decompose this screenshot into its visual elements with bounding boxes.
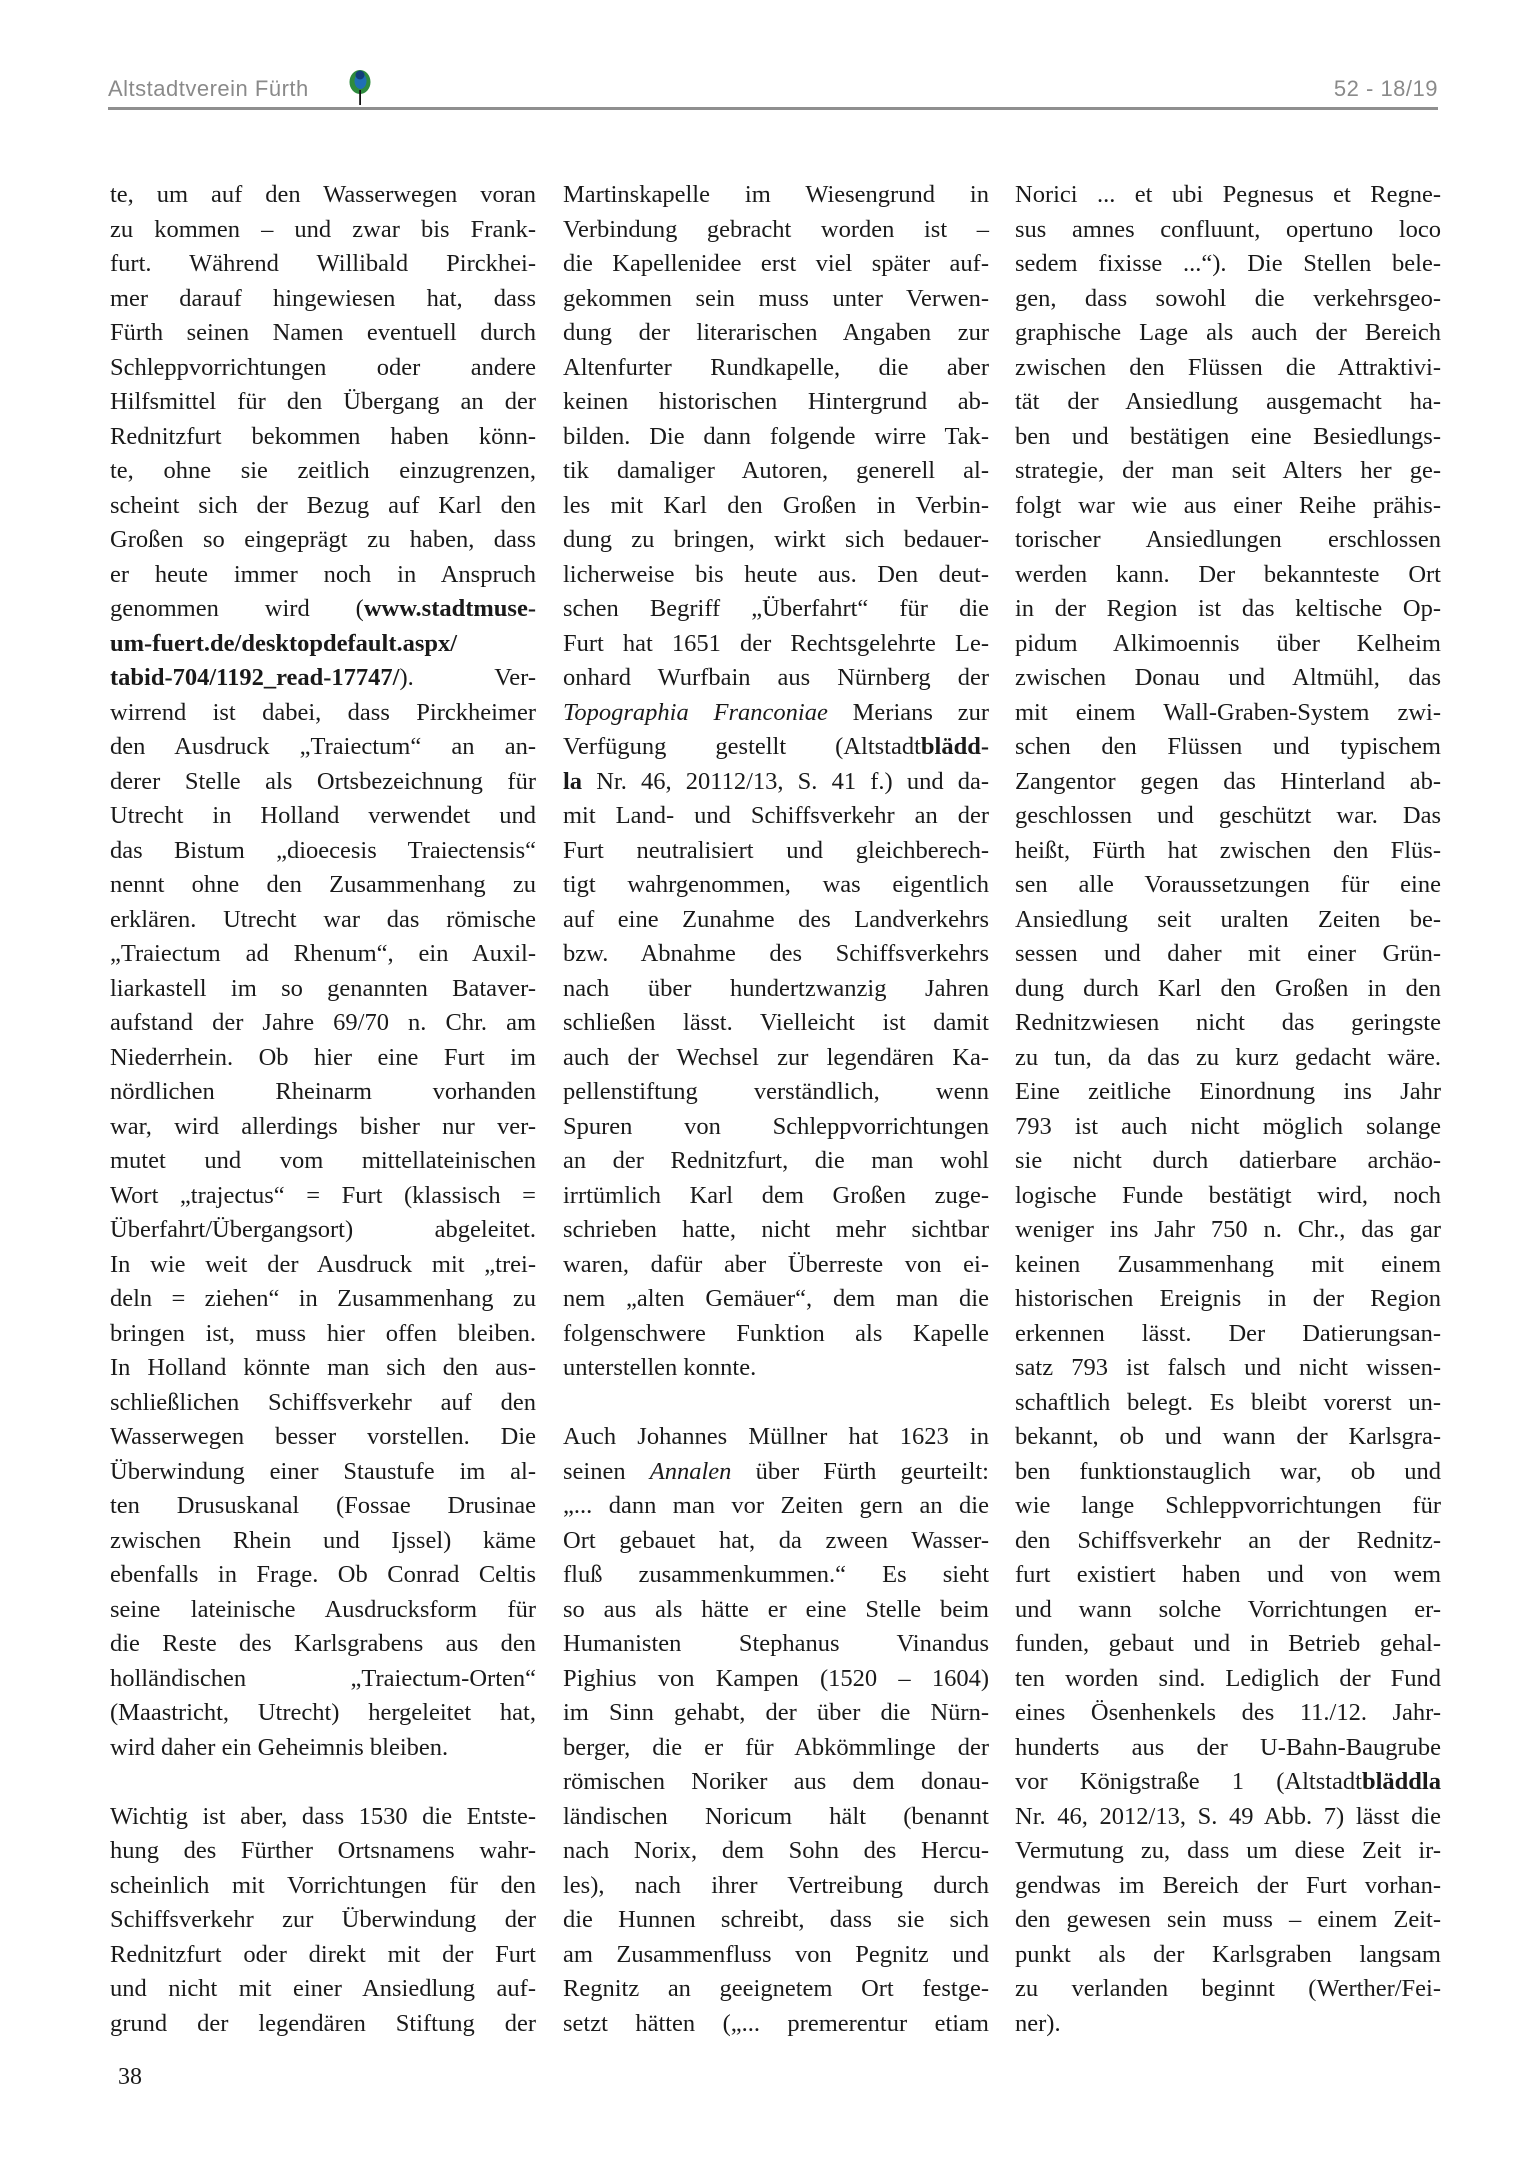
text-column-1 (110, 178, 536, 2041)
text-line: hunderts aus der U-Bahn-Baugrube (1015, 1733, 1441, 1761)
publisher-name: Altstadtverein Fürth (108, 76, 309, 101)
text-line: satz 793 ist falsch und nicht wissen- (1015, 1354, 1441, 1381)
text-line: Martinskapelle im Wiesengrund in (563, 181, 989, 208)
text-line: folgenschwere Funktion als Kapelle (563, 1319, 989, 1347)
text-line: ner). (1015, 2009, 1061, 2037)
text-line: Wort „trajectus“ = Furt (klassisch = (110, 1181, 536, 1209)
text-line: ben funktionstauglich war, ob und (1015, 1457, 1441, 1485)
text-line: furt existiert haben und von wem (1015, 1561, 1441, 1588)
text-line: schließen lässt. Vielleicht ist damit (563, 1009, 989, 1036)
text-line: bekannt, ob und wann der Karlsgra- (1015, 1423, 1441, 1450)
text-line: In Holland könnte man sich den aus- (110, 1354, 536, 1381)
text-line: punkt als der Karlsgraben langsam (1015, 1940, 1441, 1968)
text-line: dung durch Karl den Großen in den (1015, 974, 1441, 1002)
text-line: tigt wahrgenommen, was eigentlich (563, 871, 989, 898)
text-line: auch der Wechsel zur legendären Ka- (563, 1043, 989, 1071)
text-line: pellenstiftung verständlich, wenn (563, 1078, 989, 1105)
text-line: Hilfsmittel für den Übergang an der (110, 388, 536, 415)
text-line: keinen historischen Hintergrund ab- (563, 388, 989, 415)
text-line: weniger ins Jahr 750 n. Chr., das gar (1015, 1216, 1441, 1243)
text-line: die Hunnen schreibt, dass sie sich (563, 1906, 989, 1933)
text-line: pidum Alkimoennis über Kelheim (1015, 629, 1441, 657)
text-line: liarkastell im so genannten Bataver- (110, 974, 536, 1002)
text-line: Überwindung einer Staustufe im al- (110, 1457, 536, 1485)
paragraph (563, 1420, 989, 2041)
text-line: nördlichen Rheinarm vorhanden (110, 1078, 536, 1105)
text-line: nennt ohne den Zusammenhang zu (110, 871, 536, 898)
text-line: Vermutung zu, dass um diese Zeit ir- (1015, 1837, 1441, 1864)
text-line: heißt, Fürth hat zwischen den Flüs- (1015, 836, 1441, 864)
text-line: Rednitzfurt bekommen haben könn- (110, 422, 536, 450)
text-line: fluß zusammenkummen.“ Es sieht (563, 1561, 989, 1588)
text-line: logische Funde bestätigt wird, noch (1015, 1181, 1441, 1209)
text-line: grund der legendären Stiftung der (110, 2009, 536, 2037)
text-line: zu verlanden beginnt (Werther/Fei- (1015, 1975, 1441, 2002)
text-line: Fürth seinen Namen eventuell durch (110, 319, 536, 346)
text-line: Ansiedlung seit uralten Zeiten be- (1015, 905, 1441, 933)
text-line: bilden. Die dann folgende wirre Tak- (563, 422, 989, 450)
text-line: folgt war wie aus einer Reihe prähis- (1015, 491, 1441, 519)
page-number: 38 (118, 2064, 142, 2090)
text-line: wird daher ein Geheimnis bleiben. (110, 1733, 449, 1761)
text-line: Schleppvorrichtungen oder andere (110, 353, 536, 381)
text-line: ländischen Noricum hält (benannt (563, 1802, 989, 1830)
text-line: holländischen „Traiectum-Orten“ (110, 1664, 536, 1692)
text-line: „Traiectum ad Rhenum“, ein Auxil- (110, 940, 536, 967)
page-header (108, 72, 1438, 112)
text-line: zu tun, da das zu kurz gedacht wäre. (1015, 1043, 1441, 1071)
text-line: Verbindung gebracht worden ist – (563, 215, 989, 243)
text-line: schaftlich belegt. Es bleibt vorerst un- (1015, 1388, 1441, 1416)
text-line: ebenfalls in Frage. Ob Conrad Celtis (110, 1561, 536, 1588)
text-line: furt. Während Willibald Pirckhei- (110, 250, 536, 277)
header-rule (108, 107, 1438, 110)
text-line: berger, die er für Abkömmlinge der (563, 1733, 989, 1761)
text-line: schen Begriff „Überfahrt“ für die (563, 595, 989, 622)
text-line: Verfügung gestellt (Altstadtblädd- (563, 733, 989, 760)
text-line: Topographia Franconiae Merians zur (563, 698, 989, 726)
text-line: hung des Fürther Ortsnamens wahr- (110, 1837, 536, 1864)
text-line: 793 ist auch nicht möglich solange (1015, 1112, 1441, 1140)
text-line: Großen so eingeprägt zu haben, dass (110, 526, 536, 553)
text-line: die Reste des Karlsgrabens aus den (110, 1630, 536, 1657)
text-line: Altenfurter Rundkapelle, die aber (563, 353, 989, 381)
text-line: Wasserwegen besser vorstellen. Die (110, 1423, 536, 1450)
text-line: zwischen Donau und Altmühl, das (1015, 664, 1441, 691)
text-line: Schiffsverkehr zur Überwindung der (110, 1906, 536, 1933)
text-line: nach Norix, dem Sohn des Hercu- (563, 1837, 989, 1864)
text-line: aufstand der Jahre 69/70 n. Chr. am (110, 1009, 536, 1036)
text-line: das Bistum „dioecesis Traiectensis“ (110, 836, 536, 864)
text-line: te, ohne sie zeitlich einzugrenzen, (110, 457, 536, 484)
text-line: sus amnes confluunt, opertuno loco (1015, 215, 1441, 243)
text-line: er heute immer noch in Anspruch (110, 560, 536, 588)
tree-logo-icon (348, 70, 372, 106)
text-line: tabid-704/1192_read-17747/). Ver- (110, 664, 536, 691)
text-line: Eine zeitliche Einordnung ins Jahr (1015, 1078, 1441, 1105)
text-column-2 (563, 178, 989, 2041)
text-line: bzw. Abnahme des Schiffsverkehrs (563, 940, 989, 967)
text-line: seinen Annalen über Fürth geurteilt: (563, 1457, 989, 1485)
text-line: setzt hätten („... premerentur etiam (563, 2009, 989, 2037)
text-line: deln = ziehen“ in Zusammenhang zu (110, 1285, 536, 1312)
text-line: so aus als hätte er eine Stelle beim (563, 1595, 989, 1623)
text-line: gekommen sein muss unter Verwen- (563, 284, 989, 312)
text-line: dung der literarischen Angaben zur (563, 319, 989, 346)
text-line: te, um auf den Wasserwegen voran (110, 181, 536, 208)
text-line: ten worden sind. Lediglich der Fund (1015, 1664, 1441, 1692)
text-line: Rednitzwiesen nicht das geringste (1015, 1009, 1441, 1036)
text-line: seine lateinische Ausdrucksform für (110, 1595, 536, 1623)
text-line: ben und bestätigen eine Besiedlungs- (1015, 422, 1441, 450)
text-line: sessen und daher mit einer Grün- (1015, 940, 1441, 967)
text-line: und nicht mit einer Ansiedlung auf- (110, 1975, 536, 2002)
text-line: zwischen Rhein und Ijssel) käme (110, 1526, 536, 1554)
text-line: ten Drususkanal (Fossae Drusinae (110, 1492, 536, 1519)
text-line: sen alle Voraussetzungen für eine (1015, 871, 1441, 898)
text-line: vor Königstraße 1 (Altstadtbläddla (1015, 1768, 1441, 1795)
text-line: und wann solche Vorrichtungen er- (1015, 1595, 1441, 1623)
text-line: um-fuert.de/desktopdefault.aspx/ (110, 629, 458, 657)
text-line: Furt hat 1651 der Rechtsgelehrte Le- (563, 629, 989, 657)
text-line: wirrend ist dabei, dass Pirckheimer (110, 698, 536, 726)
text-line: Zangentor gegen das Hinterland ab- (1015, 767, 1441, 795)
text-line: Auch Johannes Müllner hat 1623 in (563, 1423, 989, 1450)
text-line: scheinlich mit Vorrichtungen für den (110, 1871, 536, 1899)
text-line: gen, dass sowohl die verkehrsgeo- (1015, 284, 1441, 312)
text-line: Nr. 46, 2012/13, S. 49 Abb. 7) lässt die (1015, 1802, 1441, 1830)
text-line: les mit Karl den Großen in Verbin- (563, 491, 989, 519)
text-line: historischen Ereignis in der Region (1015, 1285, 1441, 1312)
text-line: in der Region ist das keltische Op- (1015, 595, 1441, 622)
text-line: derer Stelle als Ortsbezeichnung für (110, 767, 536, 795)
text-line: tik damaliger Autoren, generell al- (563, 457, 989, 484)
text-line: tät der Ansiedlung ausgemacht ha- (1015, 388, 1441, 415)
text-line: irrtümlich Karl dem Großen zuge- (563, 1181, 989, 1209)
text-line: auf eine Zunahme des Landverkehrs (563, 905, 989, 933)
text-line: an der Rednitzfurt, die man wohl (563, 1147, 989, 1174)
text-line: mutet und vom mittellateinischen (110, 1147, 536, 1174)
text-line: schen den Flüssen und typischem (1015, 733, 1441, 760)
text-line: den Schiffsverkehr an der Rednitz- (1015, 1526, 1441, 1554)
text-line: graphische Lage als auch der Bereich (1015, 319, 1441, 346)
text-line: Norici ... et ubi Pegnesus et Regne- (1015, 181, 1441, 208)
text-line: werden kann. Der bekannteste Ort (1015, 560, 1441, 588)
text-line: In wie weit der Ausdruck mit „trei- (110, 1250, 536, 1278)
text-line: nem „alten Gemäuer“, dem man die (563, 1285, 989, 1312)
text-line: eines Ösenhenkels des 11./12. Jahr- (1015, 1699, 1441, 1726)
text-line: sie nicht durch datierbare archäo- (1015, 1147, 1441, 1174)
text-line: schließlichen Schiffsverkehr auf den (110, 1388, 536, 1416)
text-line: Furt neutralisiert und gleichberech- (563, 836, 989, 864)
paragraph (563, 178, 989, 1386)
text-line: am Zusammenfluss von Pegnitz und (563, 1940, 989, 1968)
text-line: erkennen lässt. Der Datierungsan- (1015, 1319, 1441, 1347)
issue-number: 52 - 18/19 (1333, 76, 1438, 101)
text-line: waren, dafür aber Überreste von ei- (563, 1250, 989, 1278)
text-line: sedem fixisse ...“). Die Stellen bele- (1015, 250, 1441, 277)
text-line: im Sinn gehabt, der über die Nürn- (563, 1699, 989, 1726)
paragraph (110, 178, 536, 1765)
text-line: Spuren von Schleppvorrichtungen (563, 1112, 989, 1140)
paragraph (1015, 178, 1441, 2041)
text-line: la Nr. 46, 20112/13, S. 41 f.) und da- (563, 767, 989, 795)
text-line: unterstellen konnte. (563, 1354, 757, 1381)
text-line: keinen Zusammenhang mit einem (1015, 1250, 1441, 1278)
paragraph (110, 1800, 536, 2042)
text-column-3 (1015, 178, 1441, 2041)
text-line: bringen ist, muss hier offen bleiben. (110, 1319, 536, 1347)
text-line: Niederrhein. Ob hier eine Furt im (110, 1043, 536, 1071)
text-line: mer darauf hingewiesen hat, dass (110, 284, 536, 312)
text-line: genommen wird (www.stadtmuse- (110, 595, 536, 622)
text-line: Regnitz an geeignetem Ort festge- (563, 1975, 989, 2002)
text-line: geschlossen und geschützt war. Das (1015, 802, 1441, 829)
text-line: Utrecht in Holland verwendet und (110, 802, 536, 829)
text-line: erklären. Utrecht war das römische (110, 905, 536, 933)
text-line: Überfahrt/Übergangsort) abgeleitet. (110, 1216, 536, 1243)
text-line: onhard Wurfbain aus Nürnberg der (563, 664, 989, 691)
text-line: funden, gebaut und in Betrieb gehal- (1015, 1630, 1441, 1657)
text-line: die Kapellenidee erst viel später auf- (563, 250, 989, 277)
text-line: dung zu bringen, wirkt sich bedauer- (563, 526, 989, 553)
text-line: wie lange Schleppvorrichtungen für (1015, 1492, 1441, 1519)
text-line: scheint sich der Bezug auf Karl den (110, 491, 536, 519)
text-line: schrieben hatte, nicht mehr sichtbar (563, 1216, 989, 1243)
text-line: mit einem Wall-Graben-System zwi- (1015, 698, 1441, 726)
text-line: zu kommen – und zwar bis Frank- (110, 215, 536, 243)
text-line: Rednitzfurt oder direkt mit der Furt (110, 1940, 536, 1968)
text-line: römischen Noriker aus dem donau- (563, 1768, 989, 1795)
text-line: Ort gebauet hat, da zween Wasser- (563, 1526, 989, 1554)
text-line: licherweise bis heute aus. Den deut- (563, 560, 989, 588)
text-line: „... dann man vor Zeiten gern an die (563, 1492, 989, 1519)
text-line: (Maastricht, Utrecht) hergeleitet hat, (110, 1699, 536, 1726)
text-line: strategie, der man seit Alters her ge- (1015, 457, 1441, 484)
text-line: den Ausdruck „Traiectum“ an an- (110, 733, 536, 760)
text-line: mit Land- und Schiffsverkehr an der (563, 802, 989, 829)
text-line: zwischen den Flüssen die Attraktivi- (1015, 353, 1441, 381)
text-line: gendwas im Bereich der Furt vorhan- (1015, 1871, 1441, 1899)
text-line: Pighius von Kampen (1520 – 1604) (563, 1664, 989, 1692)
text-line: nach über hundertzwanzig Jahren (563, 974, 989, 1002)
text-line: war, wird allerdings bisher nur ver- (110, 1112, 536, 1140)
text-line: den gewesen sein muss – einem Zeit- (1015, 1906, 1441, 1933)
text-line: Wichtig ist aber, dass 1530 die Entste- (110, 1802, 536, 1830)
text-line: torischer Ansiedlungen erschlossen (1015, 526, 1441, 553)
text-line: Humanisten Stephanus Vinandus (563, 1630, 989, 1657)
text-line: les), nach ihrer Vertreibung durch (563, 1871, 989, 1899)
